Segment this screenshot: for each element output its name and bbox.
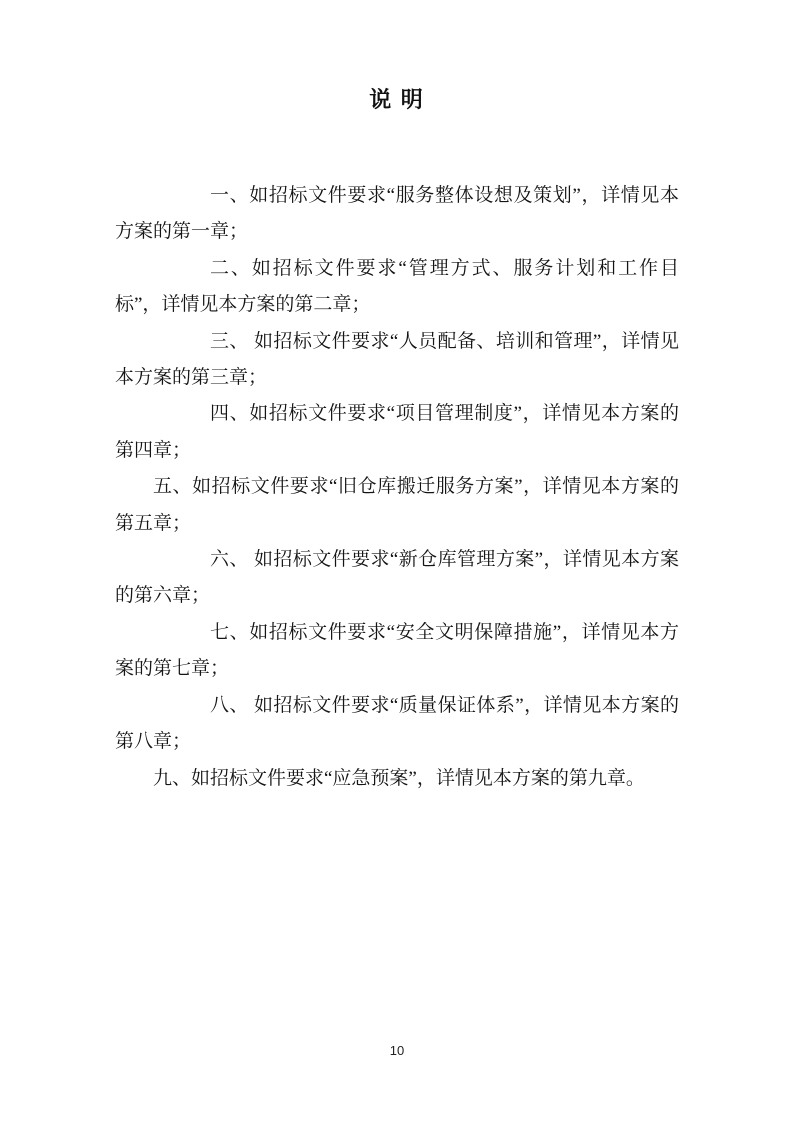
list-item-5: 五、如招标文件要求“旧仓库搬迁服务方案”，详情见本方案的第五章；: [115, 476, 679, 534]
list-item-3: 三、 如招标文件要求“人员配备、培训和管理”，详情见本方案的第三章；: [115, 330, 679, 389]
document-title: 说 明: [369, 87, 425, 112]
document-content: [115, 0, 679, 797]
list-item-8: 八、 如招标文件要求“质量保证体系”，详情见本方案的第八章；: [115, 694, 679, 753]
list-item-7: 七、如招标文件要求“安全文明保障措施”，详情见本方案的第七章；: [115, 621, 679, 680]
list-item-4: 四、如招标文件要求“项目管理制度”，详情见本方案的第四章；: [115, 403, 679, 461]
list-item-6: 六、 如招标文件要求“新仓库管理方案”，详情见本方案的第六章；: [115, 549, 679, 607]
page-number: 10: [389, 1043, 405, 1058]
list-item-1: 一、如招标文件要求“服务整体设想及策划”，详情见本方案的第一章；: [115, 185, 679, 243]
list-item-9: 九、如招标文件要求“应急预案”，详情见本方案的第九章。: [153, 767, 645, 789]
document-body: [115, 178, 679, 797]
list-item-2: 二、如招标文件要求“管理方式、服务计划和工作目标”，详情见本方案的第二章；: [115, 257, 679, 316]
